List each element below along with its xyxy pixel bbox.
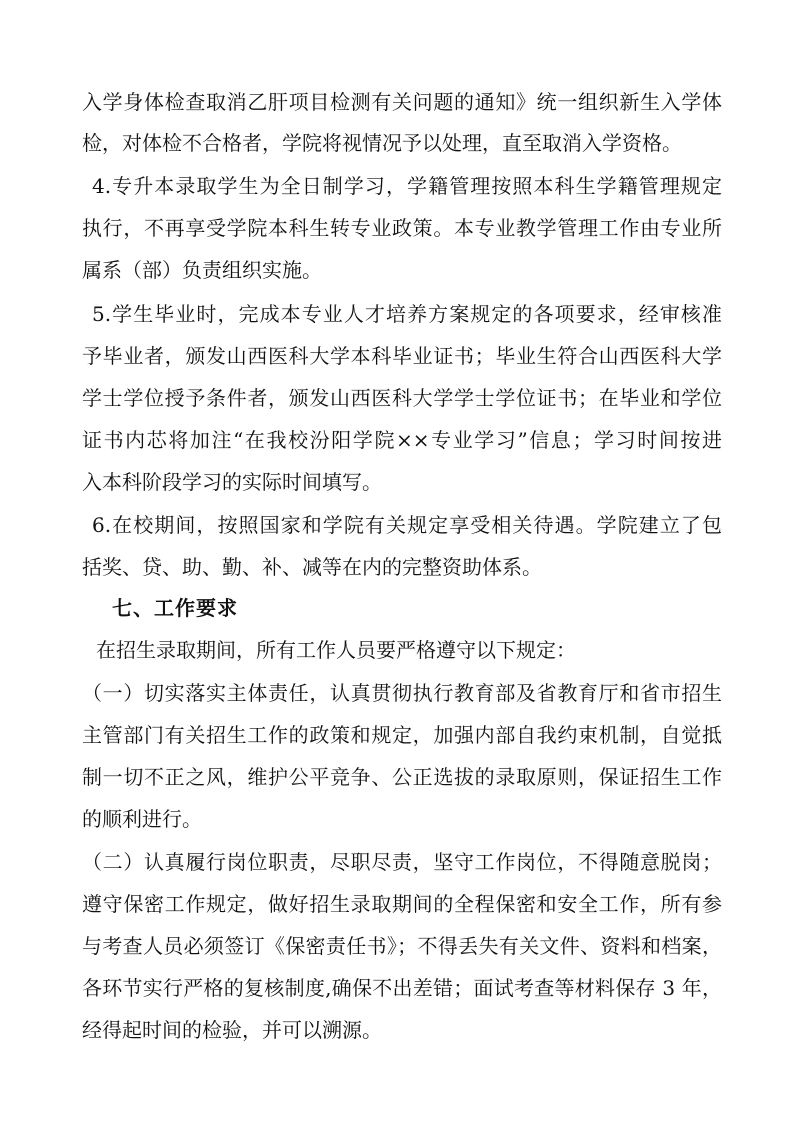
paragraph-line: 括奖、贷、助、勤、补、减等在内的完整资助体系。 bbox=[82, 555, 542, 579]
paragraph-line: 学士学位授予条件者，颁发山西医科大学学士学位证书；在毕业和学位 bbox=[82, 386, 722, 410]
paragraph-line: 入学身体检查取消乙肝项目检测有关问题的通知》统一组织新生入学体 bbox=[82, 90, 722, 114]
paragraph-line: 遵守保密工作规定，做好招生录取期间的全程保密和安全工作，所有参 bbox=[82, 892, 722, 916]
section-heading: 七、工作要求 bbox=[112, 596, 238, 620]
paragraph-line: 证书内芯将加注“在我校汾阳学院××专业学习”信息；学习时间按进 bbox=[82, 428, 722, 452]
paragraph-line: 6.在校期间，按照国家和学院有关规定享受相关待遇。学院建立了包 bbox=[92, 513, 722, 537]
paragraph-line: 入本科阶段学习的实际时间填写。 bbox=[82, 470, 382, 494]
paragraph-line: 4.专升本录取学生为全日制学习，学籍管理按照本科生学籍管理规定 bbox=[92, 174, 722, 198]
paragraph-line: 制一切不正之风，维护公平竞争、公正选拔的录取原则，保证招生工作 bbox=[82, 765, 722, 789]
paragraph-line: 在招生录取期间，所有工作人员要严格遵守以下规定： bbox=[96, 638, 576, 662]
paragraph-line: 属系（部）负责组织实施。 bbox=[82, 258, 322, 282]
paragraph-line: 执行，不再享受学院本科生转专业政策。本专业教学管理工作由专业所 bbox=[82, 216, 722, 240]
paragraph-line: 5.学生毕业时，完成本专业人才培养方案规定的各项要求，经审核准 bbox=[92, 302, 722, 326]
paragraph-line: 经得起时间的检验，并可以溯源。 bbox=[82, 1018, 382, 1042]
paragraph-line: 检，对体检不合格者，学院将视情况予以处理，直至取消入学资格。 bbox=[82, 131, 682, 155]
paragraph-line: 主管部门有关招生工作的政策和规定，加强内部自我约束机制，自觉抵 bbox=[82, 723, 722, 747]
paragraph-line: （一）切实落实主体责任，认真贯彻执行教育部及省教育厅和省市招生 bbox=[82, 681, 722, 705]
paragraph-line: 各环节实行严格的复核制度,确保不出差错；面试考查等材料保存 3 年， bbox=[82, 976, 722, 1000]
paragraph-line: （二）认真履行岗位职责，尽职尽责，坚守工作岗位，不得随意脱岗； bbox=[82, 850, 722, 874]
paragraph-line: 予毕业者，颁发山西医科大学本科毕业证书；毕业生符合山西医科大学 bbox=[82, 344, 722, 368]
paragraph-line: 与考查人员必须签订《保密责任书》；不得丢失有关文件、资料和档案， bbox=[82, 934, 722, 958]
paragraph-line: 的顺利进行。 bbox=[82, 807, 202, 831]
